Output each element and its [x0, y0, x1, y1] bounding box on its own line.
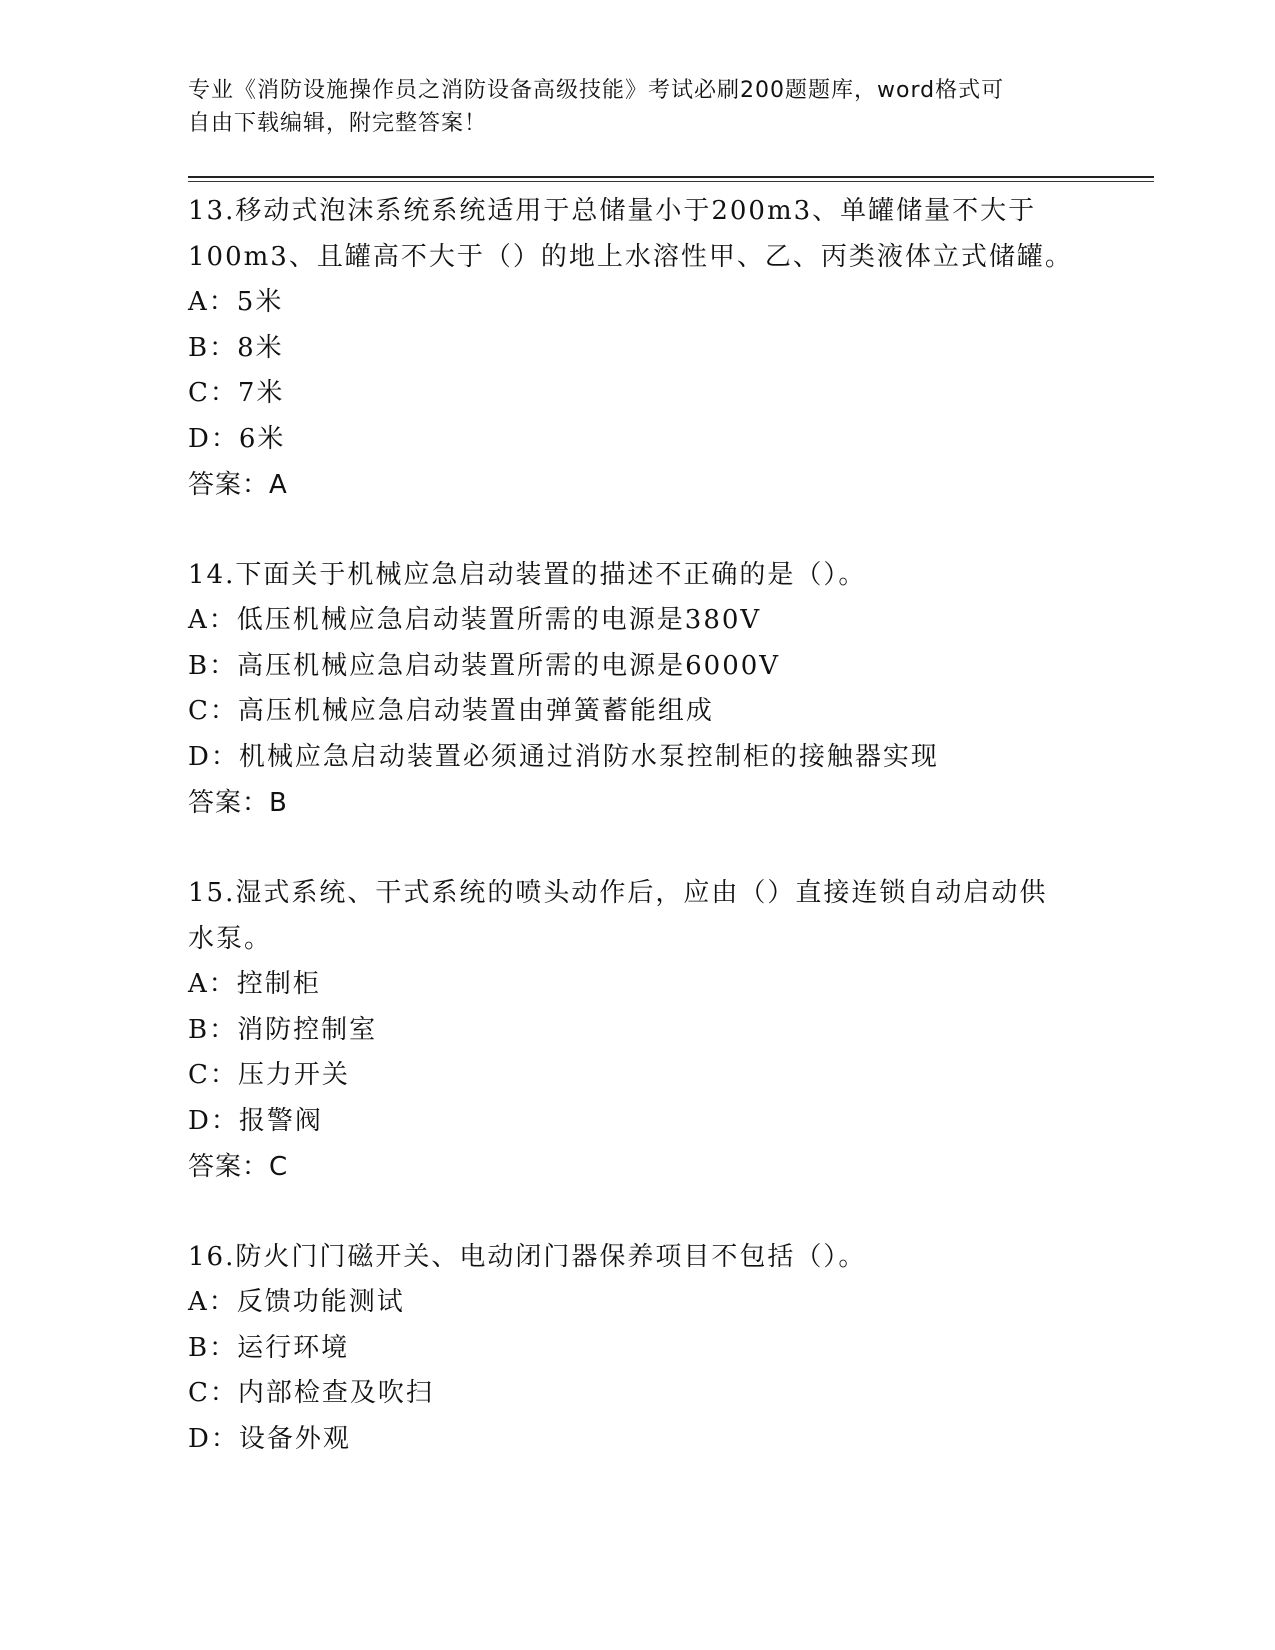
option-b: B：运行环境	[188, 1332, 350, 1363]
question-list	[188, 188, 1088, 1506]
option-d: D：6米	[188, 423, 286, 454]
question-15	[188, 870, 1088, 1190]
question-14	[188, 552, 1088, 826]
answer: 答案：C	[188, 1152, 289, 1182]
answer: 答案：A	[188, 470, 288, 500]
option-d: D：报警阀	[188, 1105, 323, 1136]
option-b: B：高压机械应急启动装置所需的电源是6000V	[188, 650, 781, 681]
question-16	[188, 1234, 1088, 1462]
option-a: A：反馈功能测试	[188, 1287, 405, 1317]
question-stem-line: 100m3、且罐高不大于（）的地上水溶性甲、乙、丙类液体立式储罐。	[188, 242, 1073, 272]
header-divider-thick	[188, 176, 1154, 178]
header-line-2: 自由下载编辑，附完整答案！	[188, 111, 488, 136]
question-stem-line: 14.下面关于机械应急启动装置的描述不正确的是（）。	[188, 560, 867, 590]
option-a: A：低压机械应急启动装置所需的电源是380V	[188, 605, 762, 635]
option-b: B：消防控制室	[188, 1014, 378, 1045]
option-b: B：8米	[188, 332, 284, 363]
option-c: C：高压机械应急启动装置由弹簧蓄能组成	[188, 696, 714, 726]
option-c: C：7米	[188, 378, 285, 408]
question-stem-line: 15.湿式系统、干式系统的喷头动作后，应由（）直接连锁自动启动供	[188, 878, 1048, 908]
option-a: A：5米	[188, 287, 284, 317]
header-line-1: 专业《消防设施操作员之消防设备高级技能》考试必刷200题题库，word格式可	[188, 78, 1005, 103]
option-d: D：机械应急启动装置必须通过消防水泵控制柜的接触器实现	[188, 741, 939, 772]
option-d: D：设备外观	[188, 1423, 351, 1454]
document-header	[188, 74, 1068, 140]
question-13	[188, 188, 1088, 508]
question-stem-line: 16.防火门门磁开关、电动闭门器保养项目不包括（）。	[188, 1242, 867, 1272]
option-c: C：压力开关	[188, 1060, 350, 1090]
question-stem-line: 水泵。	[188, 924, 273, 954]
question-stem-line: 13.移动式泡沫系统系统适用于总储量小于200m3、单罐储量不大于	[188, 196, 1037, 226]
option-a: A：控制柜	[188, 969, 321, 999]
header-divider-thin	[188, 181, 1154, 182]
option-c: C：内部检查及吹扫	[188, 1378, 434, 1408]
answer: 答案：B	[188, 788, 288, 818]
